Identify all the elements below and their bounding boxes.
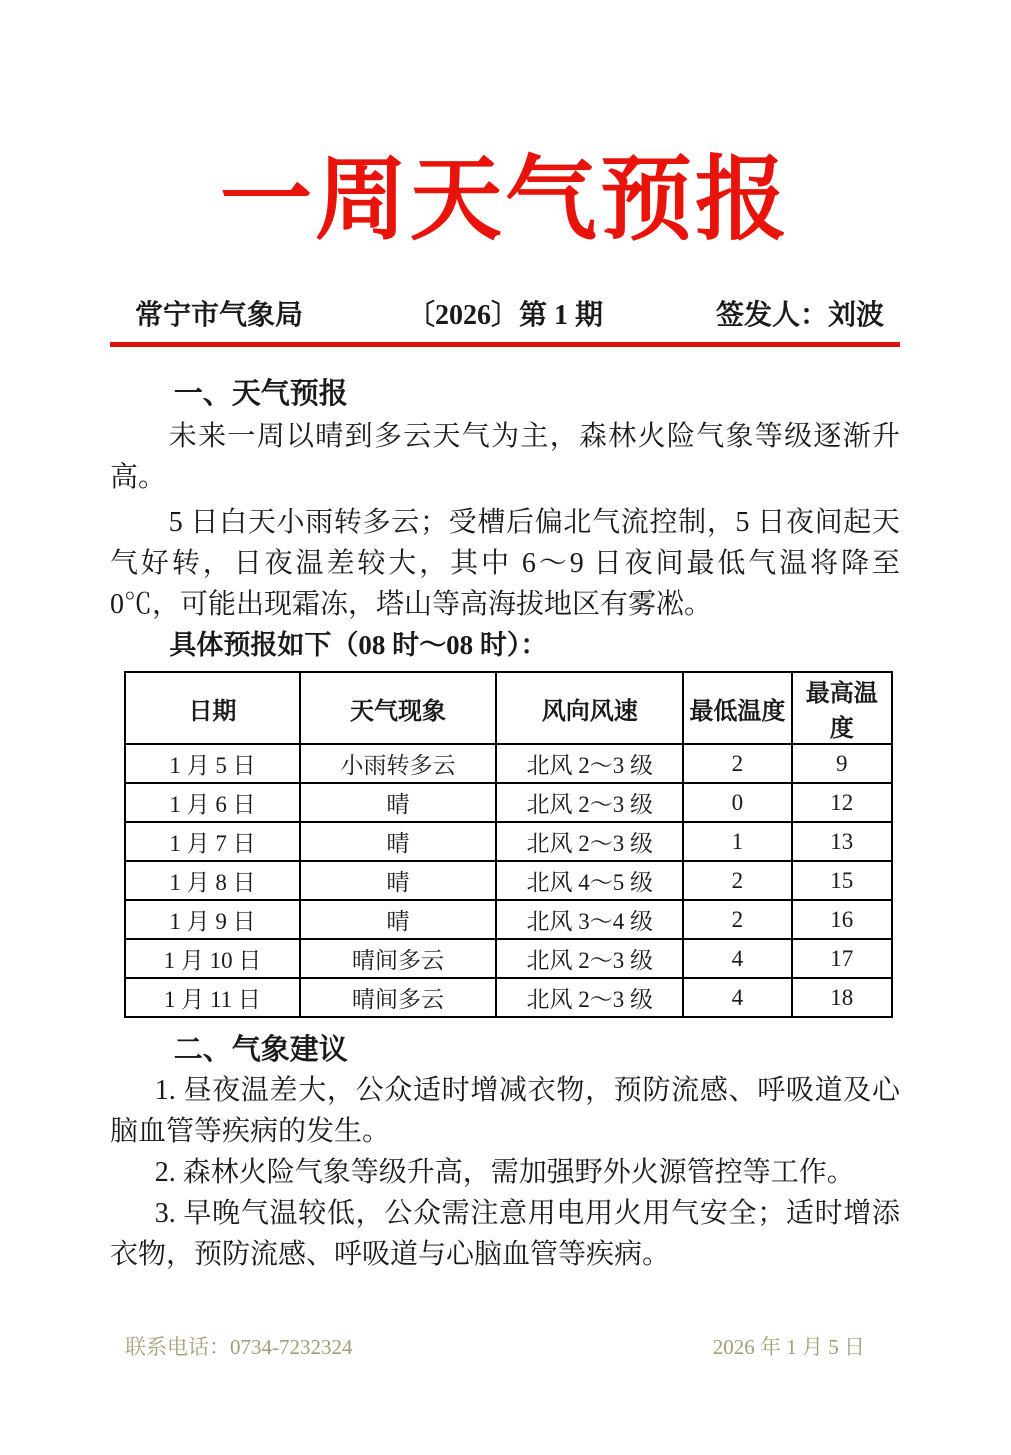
red-divider-rule <box>110 342 900 347</box>
table-cell: 1 月 8 日 <box>125 861 300 900</box>
table-cell: 1 月 9 日 <box>125 900 300 939</box>
table-header-cell: 天气现象 <box>300 672 496 744</box>
table-cell: 晴 <box>300 861 496 900</box>
table-cell: 0 <box>683 783 791 822</box>
section2-heading: 二、气象建议 <box>173 1034 348 1067</box>
issuing-agency: 常宁市气象局 <box>135 300 304 332</box>
table-cell: 17 <box>792 939 893 978</box>
table-cell: 1 月 10 日 <box>125 939 300 978</box>
section1-heading: 一、天气预报 <box>173 378 348 411</box>
signer: 签发人：刘波 <box>715 300 884 332</box>
table-header-cell: 风向风速 <box>496 672 683 744</box>
table-cell: 晴 <box>300 783 496 822</box>
contact-phone: 联系电话：0734-7232324 <box>125 1335 353 1359</box>
table-cell: 9 <box>792 744 893 783</box>
table-cell: 16 <box>792 900 893 939</box>
table-cell: 晴 <box>300 900 496 939</box>
forecast-summary-paragraph: 未来一周以晴到多云天气为主，森林火险气象等级逐渐升高。 <box>110 421 900 494</box>
table-cell: 北风 2～3 级 <box>496 939 683 978</box>
table-cell: 晴间多云 <box>300 939 496 978</box>
table-cell: 小雨转多云 <box>300 744 496 783</box>
table-cell: 1 月 6 日 <box>125 783 300 822</box>
table-cell: 北风 3～4 级 <box>496 900 683 939</box>
table-leadin: 具体预报如下（08 时～08 时）： <box>169 630 548 661</box>
advice-item-1: 1. 昼夜温差大，公众适时增减衣物，预防流感、呼吸道及心脑血管等疾病的发生。 <box>110 1075 900 1148</box>
bulletin-content <box>0 145 1011 1275</box>
table-row <box>125 900 892 939</box>
document-title: 一周天气预报 <box>219 149 790 251</box>
table-cell: 北风 2～3 级 <box>496 744 683 783</box>
table-cell: 北风 2～3 级 <box>496 783 683 822</box>
table-cell: 2 <box>683 744 791 783</box>
table-cell: 18 <box>792 978 893 1017</box>
table-row <box>125 783 892 822</box>
table-cell: 北风 2～3 级 <box>496 822 683 861</box>
table-cell: 4 <box>683 978 791 1017</box>
table-cell: 北风 2～3 级 <box>496 978 683 1017</box>
table-cell: 北风 4～5 级 <box>496 861 683 900</box>
table-cell: 1 月 5 日 <box>125 744 300 783</box>
forecast-table-body <box>125 744 892 1017</box>
table-cell: 晴间多云 <box>300 978 496 1017</box>
table-cell: 2 <box>683 861 791 900</box>
table-cell: 13 <box>792 822 893 861</box>
table-row <box>125 822 892 861</box>
table-row <box>125 861 892 900</box>
masthead <box>110 299 900 333</box>
table-row <box>125 744 892 783</box>
issue-date: 2026 年 1 月 5 日 <box>712 1335 865 1359</box>
forecast-detail-paragraph: 5 日白天小雨转多云；受槽后偏北气流控制，5 日夜间起天气好转，日夜温差较大，其中 6～9 日夜间最低气温将降至 0℃，可能出现霜冻，塔山等高海拔地区有雾凇。 <box>110 507 900 621</box>
table-cell: 4 <box>683 939 791 978</box>
table-row <box>125 939 892 978</box>
table-cell: 12 <box>792 783 893 822</box>
table-header-cell: 最高温度 <box>792 672 893 744</box>
table-cell: 2 <box>683 900 791 939</box>
advice-item-3: 3. 早晚气温较低，公众需注意用电用火用气安全；适时增添衣物，预防流感、呼吸道与心脑血管等疾病。 <box>110 1198 900 1271</box>
table-cell: 1 月 7 日 <box>125 822 300 861</box>
table-cell: 1 <box>683 822 791 861</box>
forecast-table <box>124 671 893 1018</box>
table-cell: 15 <box>792 861 893 900</box>
table-header-cell: 日期 <box>125 672 300 744</box>
table-cell: 晴 <box>300 822 496 861</box>
issue-number: 〔2026〕第 1 期 <box>406 300 603 332</box>
page-footer <box>125 1334 865 1360</box>
table-header-row <box>125 672 892 744</box>
table-row <box>125 978 892 1017</box>
table-cell: 1 月 11 日 <box>125 978 300 1017</box>
table-header-cell: 最低温度 <box>683 672 791 744</box>
advice-item-2: 2. 森林火险气象等级升高，需加强野外火源管控等工作。 <box>154 1157 855 1189</box>
